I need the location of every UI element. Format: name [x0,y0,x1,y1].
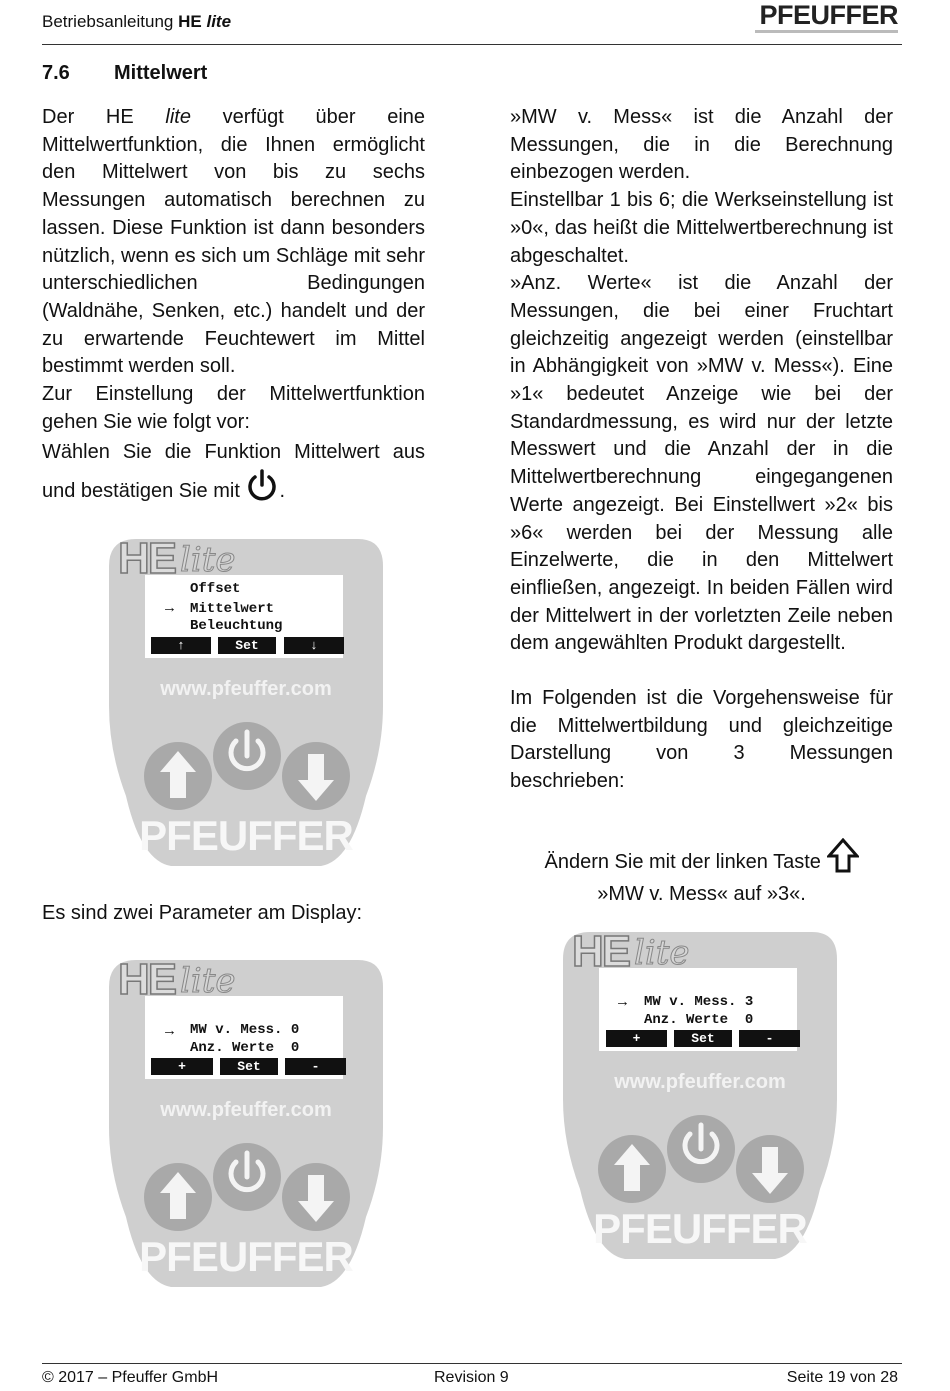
paragraph-procedure: Im Folgenden ist die Vorgehensweise für die Mittelwertbildung und gleichzeitige Darstellung von 3 Messungen beschrieben: [510,687,893,793]
lite-logo: lite [180,540,236,580]
section-heading [42,62,207,85]
instruction [510,838,893,910]
he-logo: HE [118,955,176,1004]
model-name: HE [178,12,202,31]
softkey-down: ↓ [284,637,344,654]
he-logo: HE [118,534,176,583]
he-logo: HE [572,927,630,976]
paragraph-select: Wählen Sie die Funktion Mittelwert aus und bestätigen Sie mit . [42,441,425,503]
lcd-line: Anz. Werte 0 [190,1040,300,1056]
device-params-3 [560,929,840,1264]
device-url: www.pfeuffer.com [614,1071,786,1093]
lite-logo: lite [180,961,236,1001]
logo-underline [755,30,898,33]
header-rule [42,44,902,45]
section-title: Mittelwert [114,62,208,84]
paragraph-intro: Der HE lite verfügt über eine Mittelwertfunktion, die Ihnen ermöglicht den Mittelwert von bis zu sechs Messungen automatisch berechnen zu lassen. Diese Funktion ist dann besonders nützlich, wenn es sich um Schläge mit sehr unterschiedlichen Bedingungen (Waldnähe, Senken, etc.) handelt und der zu erwartende Feuchtewert im Mittel bestimmt werden soll. [42,106,426,378]
lcd-line: MW v. Mess. 0 [190,1022,300,1038]
selection-arrow: → [162,1022,177,1039]
softkey-set: Set [220,1058,278,1075]
header-title [42,12,231,32]
lcd-line: Offset [190,581,241,597]
lite-logo: lite [634,933,690,973]
doc-title: Betriebsanleitung [42,12,174,31]
device-params-0 [106,957,386,1292]
paragraph-einstellbar: Einstellbar 1 bis 6; die Werkseinstellung ist »0«, das heißt die Mittelwertberechnung ist abgeschaltet. [510,189,893,267]
paragraph-setup: Zur Einstellung der Mittelwertfunktion gehen Sie wie folgt vor: [42,383,425,433]
softkey-minus: - [285,1058,346,1075]
lcd-line: Mittelwert [190,601,275,617]
instruction-line-1: Ändern Sie mit der linken Taste [544,851,821,873]
softkey-plus: + [606,1030,667,1047]
footer-rule [42,1363,902,1364]
paragraph-mw-v-mess: »MW v. Mess« ist die Anzahl der Messungen, die in die Berechnung einbezogen werden. [510,106,893,184]
lcd-line: Beleuchtung [190,618,283,634]
lcd-line: Anz. Werte 0 [644,1012,754,1028]
footer-revision: Revision 9 [434,1369,509,1386]
device-brand: PFEUFFER [139,1233,353,1280]
device-menu-mittelwert [106,536,386,871]
device-url: www.pfeuffer.com [160,678,332,700]
arrow-up-outline-icon [827,838,859,874]
device-brand: PFEUFFER [593,1205,807,1252]
device-url: www.pfeuffer.com [160,1099,332,1121]
paragraph-anz-werte: »Anz. Werte« ist die Anzahl der Messungen, die bei einer Fruchtart gleichzeitig angezeigt werden (einstellbar in Abhängigkeit von »MW v. Mess«). Eine »1« bedeutet Anzeige wie bei der Standardmessung, es wird nur der letzte Messwert und die Anzahl der in die Mittelwertberechnung eingegangenen Werte angezeigt. Bei Einstellwert »2« bis »6« werden bei der Messung alle Einzelwerte, die in den Mittelwert einfließen, angezeigt. In beiden Fällen wird der Mittelwert in der vorletzten Zeile neben dem angewählten Produkt dargestellt. [510,272,893,655]
instruction-line-2: »MW v. Mess« auf »3«. [597,883,806,905]
softkey-plus: + [151,1058,213,1075]
model-suffix: lite [206,12,232,31]
device-brand: PFEUFFER [139,812,353,859]
softkey-minus: - [739,1030,800,1047]
footer-page-number: Seite 19 von 28 [786,1369,898,1386]
section-number: 7.6 [42,62,70,84]
paragraph-params: Es sind zwei Parameter am Display: [42,902,363,924]
footer-copyright: © 2017 – Pfeuffer GmbH [42,1369,219,1386]
softkey-set: Set [218,637,276,654]
softkey-up: ↑ [151,637,211,654]
power-icon [245,469,279,503]
selection-arrow: → [162,599,177,616]
left-column [42,104,425,508]
lcd-line: MW v. Mess. 3 [644,994,754,1010]
selection-arrow: → [615,993,630,1010]
right-column [510,104,893,796]
pfeuffer-logo: PFEUFFER [759,0,898,30]
softkey-set: Set [674,1030,732,1047]
